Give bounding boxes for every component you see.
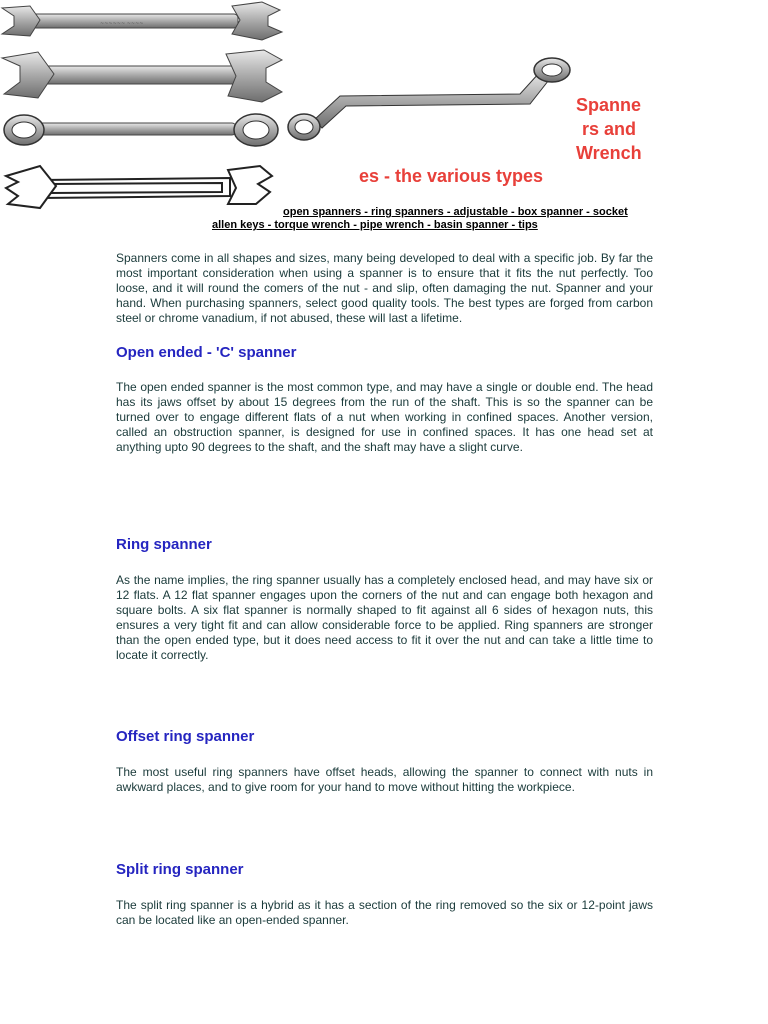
section-heading-ring: Ring spanner xyxy=(116,536,212,553)
split-spanner-icon xyxy=(6,166,272,208)
section-text-ring: As the name implies, the ring spanner usually has a completely enclosed head, and may have six or 12 flats. A 12 flat spanner engages upon the corners of the nut and can engage both hexagon and square bolts. A six flat spanner is normally shaped to fit against all 6 sides of hexagon nuts, this ensures a very tight fit and can allow considerable force to be applied. Ring spanners are stronger than the open ended type, but it does need access to fit it over the nut and can take a little time to locate it correctly. xyxy=(116,573,653,662)
section-heading-offset-ring: Offset ring spanner xyxy=(116,728,255,745)
section-text-offset-ring: The most useful ring spanners have offset heads, allowing the spanner to connect with nuts in awkward places, and to give room for your hand to move without hitting the workpiece. xyxy=(116,765,653,794)
intro-paragraph: Spanners come in all shapes and sizes, many being developed to deal with a specific job. By far the most important consideration when using a spanner is to ensure that it fits the nut perfectly. Too loose, and it will round the comers of the nut - and slip, often damaging the nut. Spanner and your hand. When purchasing spanners, select good quality tools. The best types are forged from carbon steel or chrome vanadium, if not abused, these will last a lifetime. xyxy=(116,251,653,325)
section-heading-split-ring: Split ring spanner xyxy=(116,861,244,878)
page-title-line-3: Wrench xyxy=(576,143,642,163)
nav-links-line-1[interactable]: open spanners - ring spanners - adjustable - box spanner - socket xyxy=(283,206,628,218)
svg-text:~~~~~~ ~~~~: ~~~~~~ ~~~~ xyxy=(100,21,144,27)
page-title-line-2: rs and xyxy=(582,119,637,139)
ring-spanner-icon xyxy=(4,114,278,146)
page-title-line-4: es - the various types xyxy=(359,166,544,186)
nav-links-line-2[interactable]: allen keys - torque wrench - pipe wrench - basin spanner - tips xyxy=(212,219,538,231)
open-spanner-2-icon xyxy=(2,50,282,102)
offset-ring-spanner-icon xyxy=(288,58,570,140)
section-text-open-ended: The open ended spanner is the most common type, and may have a single or double end. The head has its jaws offset by about 15 degrees from the run of the shaft. This is so the spanner can be turned over to engage different flats of a nut when working in confined spaces. Another version, called an obstruction spanner, is designed for use in confined spaces. It has one head set at anything upto 90 degrees to the shaft, and the shaft may have a slight curve. xyxy=(116,380,653,454)
section-text-split-ring: The split ring spanner is a hybrid as it has a section of the ring removed so the six or 12-point jaws can be located like an open-ended spanner. xyxy=(116,898,653,927)
section-heading-open-ended: Open ended - 'C' spanner xyxy=(116,344,297,361)
page-title-line-1: Spanne xyxy=(576,95,642,115)
open-spanner-1-icon xyxy=(2,2,282,40)
